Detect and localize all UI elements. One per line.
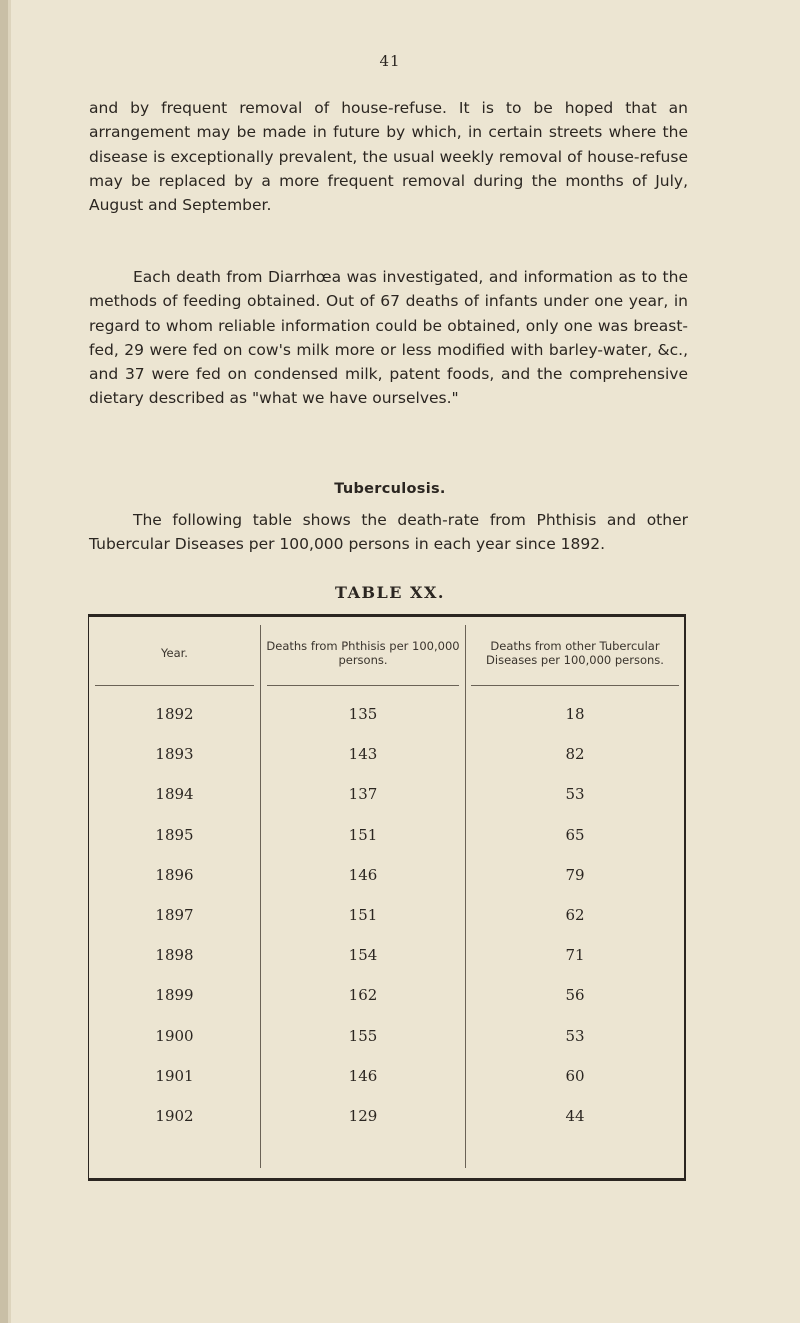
table-title: TABLE XX. (335, 583, 445, 602)
cell-phthisis: 151 (348, 825, 378, 844)
cell-year: 1896 (155, 865, 194, 884)
cell-other: 82 (565, 745, 585, 764)
paragraph-house-refuse: and by frequent removal of house-refuse. It is to be hoped that an arrangement may be made in future by which, in certain streets where the disease is exceptionally prevalent, the usual weekly removal of house-refuse may be replaced by a more frequent removal during the months of July, August and September. (89, 99, 688, 215)
header-phthisis-deaths: Deaths from Phthisis per 100,000 persons. (266, 638, 460, 667)
page-binding-shadow (8, 0, 11, 1323)
page-number: 41 (379, 52, 401, 70)
section-heading-tuberculosis: Tuberculosis. (334, 481, 446, 497)
table-row (89, 734, 684, 774)
header-rule (267, 685, 459, 686)
table-row (89, 1056, 684, 1096)
cell-phthisis: 135 (348, 705, 378, 723)
page-binding-edge (0, 0, 8, 1323)
table-row (89, 815, 684, 855)
header-year: Year. (161, 645, 188, 660)
header-other-tubercular-deaths: Deaths from other Tubercular Diseases per 100,000 persons. (486, 638, 664, 667)
cell-year: 1900 (155, 1026, 194, 1045)
cell-phthisis: 151 (348, 906, 378, 924)
header-rule (95, 685, 254, 686)
cell-year: 1902 (155, 1107, 194, 1125)
table-row (89, 855, 684, 895)
cell-phthisis: 146 (348, 1066, 378, 1085)
cell-phthisis: 155 (348, 1026, 378, 1045)
table-row (89, 774, 684, 814)
table-row (89, 1016, 684, 1056)
cell-other: 79 (565, 865, 585, 884)
cell-phthisis: 162 (348, 986, 378, 1005)
cell-year: 1893 (155, 745, 194, 764)
table-row (89, 935, 684, 975)
cell-other: 56 (565, 986, 585, 1005)
cell-year: 1897 (155, 906, 194, 924)
cell-year: 1899 (155, 986, 194, 1005)
cell-other: 18 (565, 705, 585, 723)
cell-year: 1895 (155, 825, 194, 844)
death-rate-table (88, 614, 686, 1181)
cell-other: 53 (565, 1026, 585, 1045)
cell-phthisis: 137 (348, 785, 378, 804)
table-row (89, 975, 684, 1015)
table-row (89, 1096, 684, 1136)
cell-phthisis: 154 (348, 946, 378, 965)
cell-other: 62 (565, 906, 585, 924)
cell-year: 1901 (155, 1066, 194, 1085)
cell-other: 65 (565, 825, 585, 844)
cell-year: 1898 (155, 946, 194, 965)
cell-phthisis: 129 (348, 1107, 378, 1125)
header-rule (471, 685, 679, 686)
cell-phthisis: 146 (348, 865, 378, 884)
cell-other: 60 (565, 1066, 585, 1085)
paragraph-table-intro: The following table shows the death-rate from Phthisis and other Tubercular Diseases per 100,000 persons in each year since 1892. (89, 511, 688, 554)
cell-other: 71 (565, 946, 585, 965)
cell-other: 53 (565, 785, 585, 804)
cell-phthisis: 143 (348, 745, 378, 764)
paragraph-diarrhoea-feeding: Each death from Diarrhœa was investigated, and information as to the methods of feeding obtained. Out of 67 deaths of infants under one year, in regard to whom reliable information could be obtained, only one was breast-fed, 29 were fed on cow's milk more or less modified with barley-water, &c., and 37 were fed on condensed milk, patent foods, and the comprehensive dietary described as "what we have ourselves." (89, 268, 688, 408)
table-row (89, 694, 684, 734)
cell-other: 44 (565, 1107, 585, 1125)
cell-year: 1892 (155, 705, 194, 723)
cell-year: 1894 (155, 785, 194, 804)
table-row (89, 895, 684, 935)
